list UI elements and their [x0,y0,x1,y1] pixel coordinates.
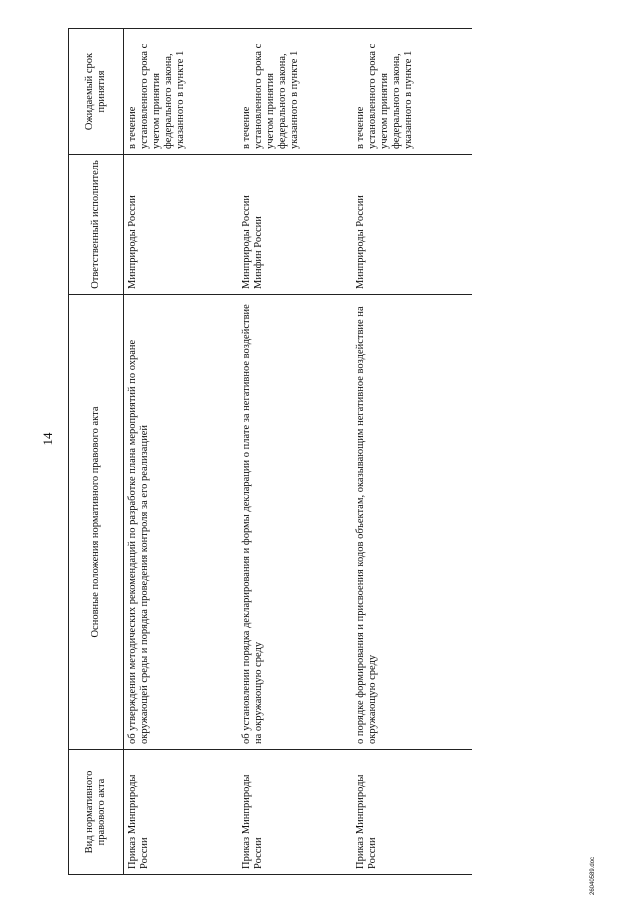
cell-deadline: в течение установленного срока с учетом принятия федерального закона, указанного в пункте 1 [124,29,239,155]
table-header-row [69,29,124,875]
cell-act-type: Приказ Минприроды России [124,750,239,875]
cell-executor: Минприроды России [124,155,239,295]
cell-act-content: об утверждении методических рекомендаций по разработке плана мероприятий по охране окружающей среды и порядка проведения контроля за его реализацией [124,295,239,750]
cell-deadline: в течение установленного срока с учетом принятия федерального закона, указанного в пункте 1 [238,29,352,155]
header-deadline: Ожидаемый срок принятия [69,29,124,155]
header-executor: Ответственный исполнитель [69,155,124,295]
cell-act-content: об установлении порядка декларирования и формы декларации о плате за негативное воздействие на окружающую среду [238,295,352,750]
table-row [124,29,239,875]
cell-act-type: Приказ Минприроды России [238,750,352,875]
header-act-content: Основные положения нормативного правового акта [69,295,124,750]
cell-act-content: о порядке формирования и присвоения кодов объектам, оказывающим негативное воздействие на окружающую среду [352,295,472,750]
document-code: 26040589.doc [590,856,596,895]
cell-deadline: в течение установленного срока с учетом принятия федерального закона, указанного в пункте 1 [352,29,472,155]
table-row [238,29,352,875]
legal-acts-table [68,28,472,875]
page-number: 14 [40,432,55,446]
cell-executor: Минприроды России Минфин России [238,155,352,295]
cell-executor: Минприроды России [352,155,472,295]
table-row [352,29,472,875]
cell-act-type: Приказ Минприроды России [352,750,472,875]
header-act-type: Вид нормативного правового акта [69,750,124,875]
